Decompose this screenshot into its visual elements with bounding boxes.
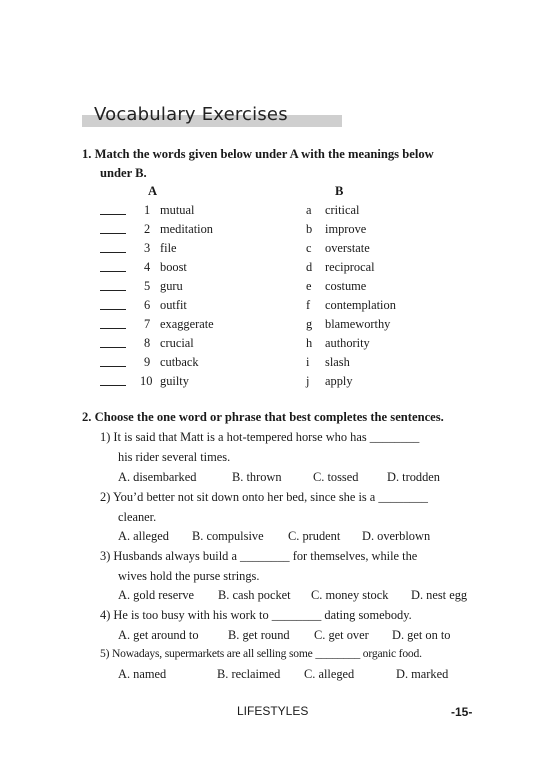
match-row bbox=[0, 317, 544, 336]
item-word: outfit bbox=[160, 298, 187, 312]
question1-option-c: C. tossed bbox=[313, 470, 359, 484]
match-row bbox=[0, 203, 544, 222]
item-number: 9 bbox=[144, 355, 151, 369]
meaning-text: apply bbox=[325, 374, 353, 388]
question3-option-c: C. money stock bbox=[311, 588, 389, 602]
item-word: mutual bbox=[160, 203, 195, 217]
question4-option-c: C. get over bbox=[314, 628, 369, 642]
meaning-letter: e bbox=[306, 279, 312, 293]
question4-option-d: D. get on to bbox=[392, 628, 451, 642]
item-number: 3 bbox=[144, 241, 151, 255]
meaning-letter: h bbox=[306, 336, 313, 350]
item-word: exaggerate bbox=[160, 317, 214, 331]
meaning-text: improve bbox=[325, 222, 367, 236]
item-number: 6 bbox=[144, 298, 151, 312]
meaning-text: contemplation bbox=[325, 298, 396, 312]
question3-line2: wives hold the purse strings. bbox=[118, 569, 260, 583]
item-word: file bbox=[160, 241, 177, 255]
question2-option-c: C. prudent bbox=[288, 529, 341, 543]
meaning-text: blameworthy bbox=[325, 317, 391, 331]
meaning-letter: c bbox=[306, 241, 312, 255]
question3-option-d: D. nest egg bbox=[411, 588, 468, 602]
meaning-letter: i bbox=[306, 355, 310, 369]
item-word: boost bbox=[160, 260, 187, 274]
question2-line2: cleaner. bbox=[118, 510, 157, 524]
question1-option-b: B. thrown bbox=[232, 470, 282, 484]
item-word: crucial bbox=[160, 336, 194, 350]
question3-line1: 3) Husbands always build a ________ for themselves, while the bbox=[100, 549, 418, 563]
match-row bbox=[0, 374, 544, 393]
item-number: 5 bbox=[144, 279, 151, 293]
meaning-letter: a bbox=[306, 203, 312, 217]
meaning-letter: f bbox=[306, 298, 311, 312]
question5-option-d: D. marked bbox=[396, 667, 449, 681]
meaning-letter: b bbox=[306, 222, 313, 236]
question1-option-a: A. disembarked bbox=[118, 470, 197, 484]
item-number: 8 bbox=[144, 336, 151, 350]
match-row bbox=[0, 241, 544, 260]
match-row bbox=[0, 298, 544, 317]
question5-line1: 5) Nowadays, supermarkets are all selling some ________ organic food. bbox=[100, 647, 422, 660]
item-number: 7 bbox=[144, 317, 151, 331]
meaning-text: slash bbox=[325, 355, 350, 369]
question2-line1: 2) You’d better not sit down onto her bed, since she is a ________ bbox=[100, 490, 428, 504]
match-row bbox=[0, 279, 544, 298]
question1-option-d: D. trodden bbox=[387, 470, 440, 484]
question2-option-b: B. compulsive bbox=[192, 529, 264, 543]
meaning-text: costume bbox=[325, 279, 367, 293]
item-number: 10 bbox=[140, 374, 153, 388]
question4-option-b: B. get round bbox=[228, 628, 290, 642]
question3-option-b: B. cash pocket bbox=[218, 588, 291, 602]
item-number: 4 bbox=[144, 260, 151, 274]
question1-line1: 1) It is said that Matt is a hot-tempered horse who has ________ bbox=[100, 430, 420, 444]
question5-option-c: C. alleged bbox=[304, 667, 355, 681]
item-word: guru bbox=[160, 279, 183, 293]
match-row bbox=[0, 260, 544, 279]
meaning-letter: d bbox=[306, 260, 313, 274]
question4-option-a: A. get around to bbox=[118, 628, 199, 642]
meaning-text: authority bbox=[325, 336, 370, 350]
column-b-header: B bbox=[335, 184, 344, 198]
question2-option-a: A. alleged bbox=[118, 529, 169, 543]
question5-option-b: B. reclaimed bbox=[217, 667, 281, 681]
question3-option-a: A. gold reserve bbox=[118, 588, 195, 602]
match-row bbox=[0, 222, 544, 241]
item-word: cutback bbox=[160, 355, 199, 369]
item-word: guilty bbox=[160, 374, 189, 388]
exercise1-instruction-line1: 1. Match the words given below under A with the meanings below bbox=[82, 147, 434, 161]
exercise1-instruction-line2: under B. bbox=[100, 166, 147, 180]
question2-option-d: D. overblown bbox=[362, 529, 431, 543]
column-a-header: A bbox=[148, 184, 158, 198]
item-number: 1 bbox=[144, 203, 151, 217]
footer-book-title: LIFESTYLES bbox=[237, 704, 309, 718]
section-title: Vocabulary Exercises bbox=[94, 104, 288, 125]
page-number: -15- bbox=[451, 705, 473, 719]
meaning-letter: j bbox=[306, 374, 310, 388]
exercise2-instruction: 2. Choose the one word or phrase that best completes the sentences. bbox=[82, 410, 444, 424]
question5-option-a: A. named bbox=[118, 667, 167, 681]
item-word: meditation bbox=[160, 222, 213, 236]
item-number: 2 bbox=[144, 222, 151, 236]
meaning-text: overstate bbox=[325, 241, 370, 255]
question4-line1: 4) He is too busy with his work to ________ dating somebody. bbox=[100, 608, 412, 622]
question1-line2: his rider several times. bbox=[118, 450, 231, 464]
match-row bbox=[0, 336, 544, 355]
match-row bbox=[0, 355, 544, 374]
meaning-text: reciprocal bbox=[325, 260, 375, 274]
meaning-letter: g bbox=[306, 317, 313, 331]
meaning-text: critical bbox=[325, 203, 360, 217]
